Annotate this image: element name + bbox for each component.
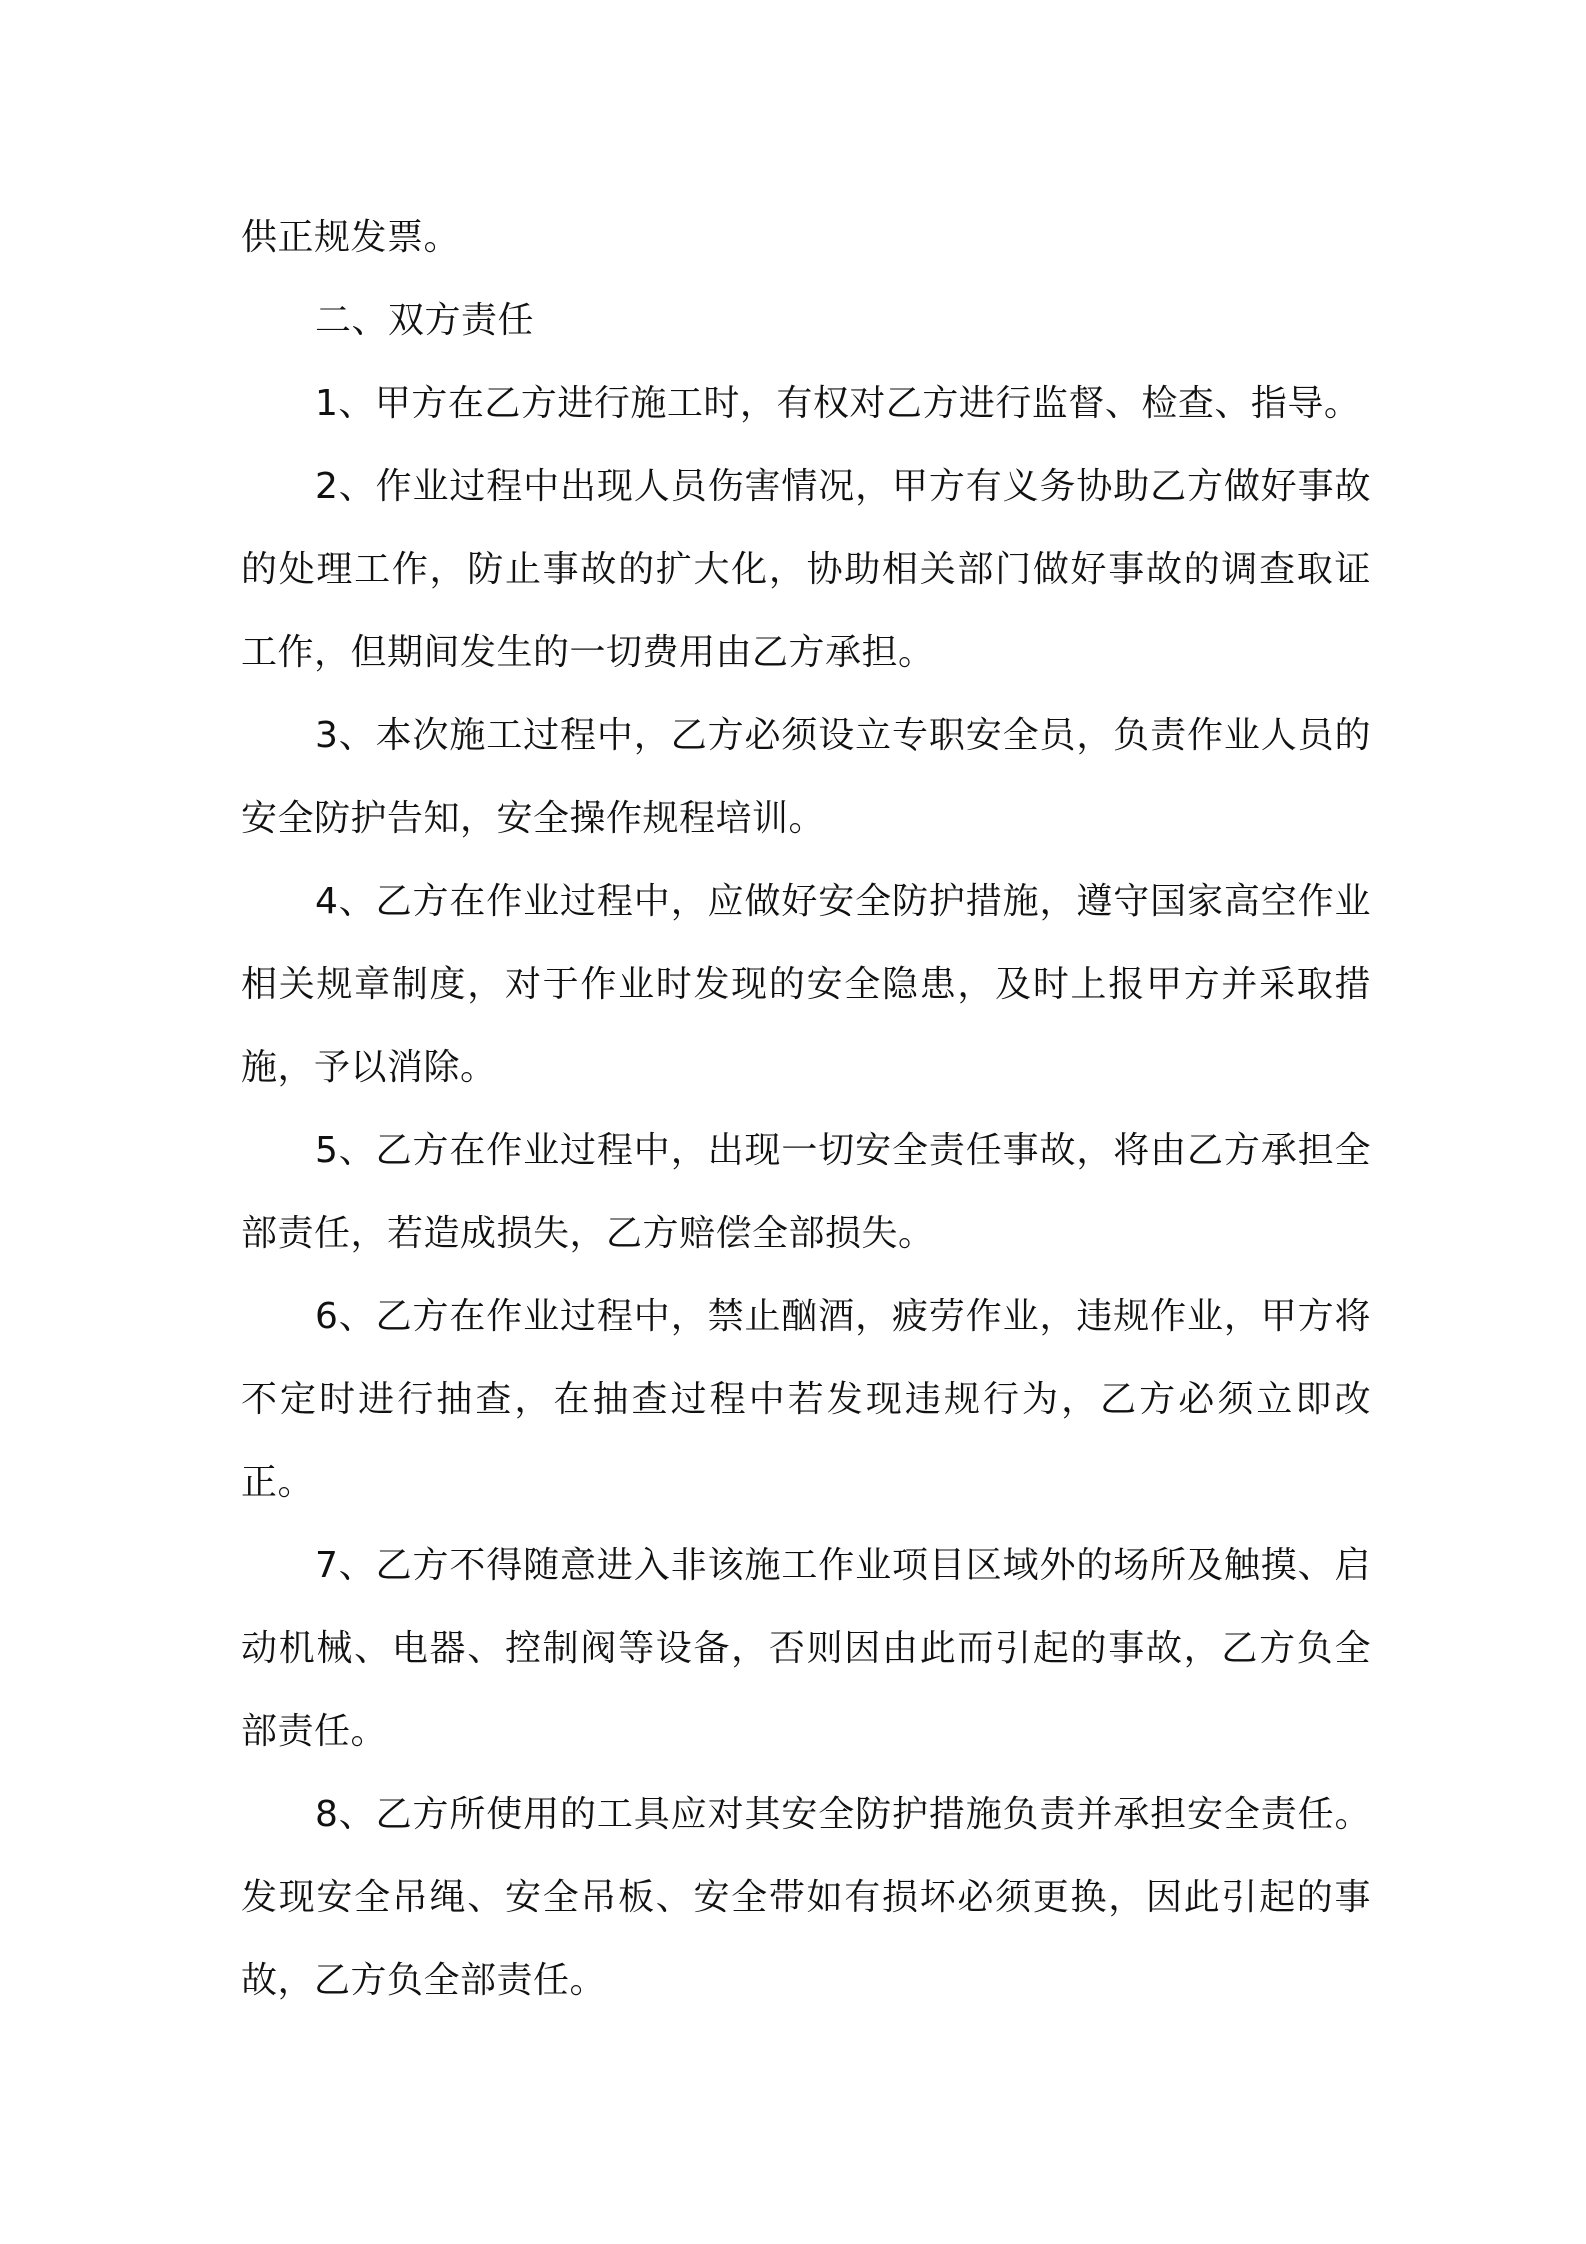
clause-3: 3、本次施工过程中，乙方必须设立专职安全员，负责作业人员的安全防护告知，安全操作规程培训。 xyxy=(241,715,1371,839)
section-heading: 二、双方责任 xyxy=(315,300,535,341)
clause-6: 6、乙方在作业过程中，禁止酗酒，疲劳作业，违规作业，甲方将不定时进行抽查，在抽查过程中若发现违规行为，乙方必须立即改正。 xyxy=(241,1296,1371,1503)
clause-2: 2、作业过程中出现人员伤害情况，甲方有义务协助乙方做好事故的处理工作，防止事故的扩大化，协助相关部门做好事故的调查取证工作，但期间发生的一切费用由乙方承担。 xyxy=(241,466,1371,673)
clause-8: 8、乙方所使用的工具应对其安全防护措施负责并承担安全责任。发现安全吊绳、安全吊板、安全带如有损坏必须更换，因此引起的事故，乙方负全部责任。 xyxy=(241,1794,1371,2001)
clause-4: 4、乙方在作业过程中，应做好安全防护措施，遵守国家高空作业相关规章制度，对于作业时发现的安全隐患，及时上报甲方并采取措施，予以消除。 xyxy=(241,881,1371,1088)
paragraph-continuation: 供正规发票。 xyxy=(241,217,461,258)
clause-7: 7、乙方不得随意进入非该施工作业项目区域外的场所及触摸、启动机械、电器、控制阀等设备，否则因由此而引起的事故，乙方负全部责任。 xyxy=(241,1545,1371,1752)
clause-1: 1、甲方在乙方进行施工时，有权对乙方进行监督、检查、指导。 xyxy=(315,383,1361,424)
document-body xyxy=(241,196,1371,2022)
clause-5: 5、乙方在作业过程中，出现一切安全责任事故，将由乙方承担全部责任，若造成损失，乙方赔偿全部损失。 xyxy=(241,1130,1371,1254)
